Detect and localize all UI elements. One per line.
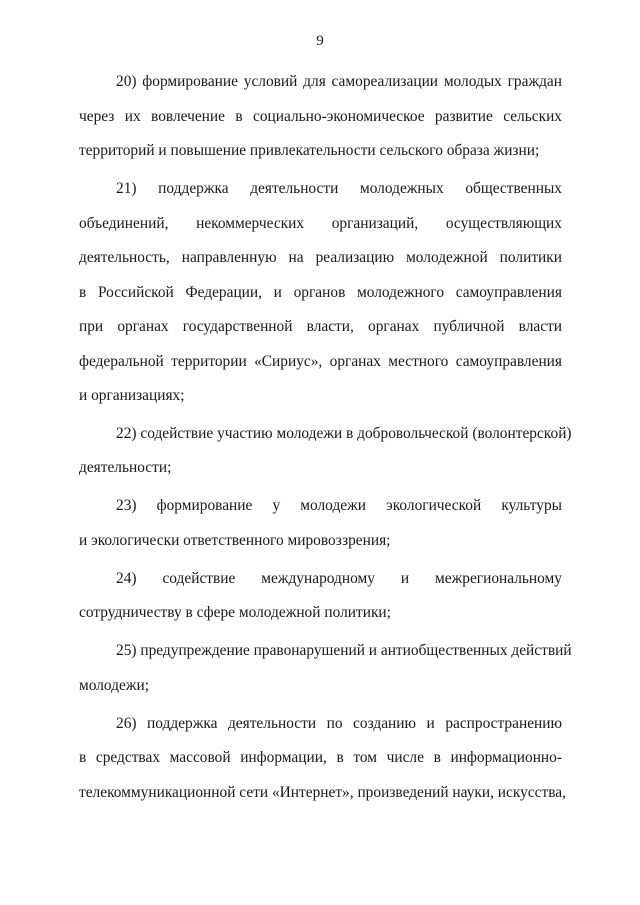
text-line: сотрудничеству в сфере молодежной политики; [79,604,391,621]
text-line: деятельность, направленную на реализацию молодежной политики [79,249,562,266]
text-line: и организациях; [79,387,185,404]
text-line: 21) поддержка деятельности молодежных общественных [116,180,562,197]
text-line: через их вовлечение в социально-экономическое развитие сельских [79,108,562,125]
text-line: молодежи; [79,677,149,694]
text-line: телекоммуникационной сети «Интернет», произведений науки, искусства, [79,784,566,801]
text-line: 22) содействие участию молодежи в добровольческой (волонтерской) [116,425,572,442]
text-line: территорий и повышение привлекательности сельского образа жизни; [79,142,540,159]
text-line: при органах государственной власти, органах публичной власти [79,318,562,335]
text-line: 23) формирование у молодежи экологической культуры [116,497,562,514]
text-line: объединений, некоммерческих организаций, осуществляющих [79,215,562,232]
text-line: 20) формирование условий для самореализации молодых граждан [116,73,562,90]
text-line: в Российской Федерации, и органов молодежного самоуправления [79,284,562,301]
page-number: 9 [316,33,324,49]
text-line: и экологически ответственного мировоззрения; [79,532,391,549]
text-line: 26) поддержка деятельности по созданию и распространению [116,715,562,732]
text-line: 24) содействие международному и межрегиональному [116,570,562,587]
text-line: федеральной территории «Сириус», органах местного самоуправления [79,353,562,370]
text-line: деятельности; [79,459,172,476]
text-line: в средствах массовой информации, в том числе в информационно- [79,749,562,766]
text-line: 25) предупреждение правонарушений и антиобщественных действий [116,642,572,659]
